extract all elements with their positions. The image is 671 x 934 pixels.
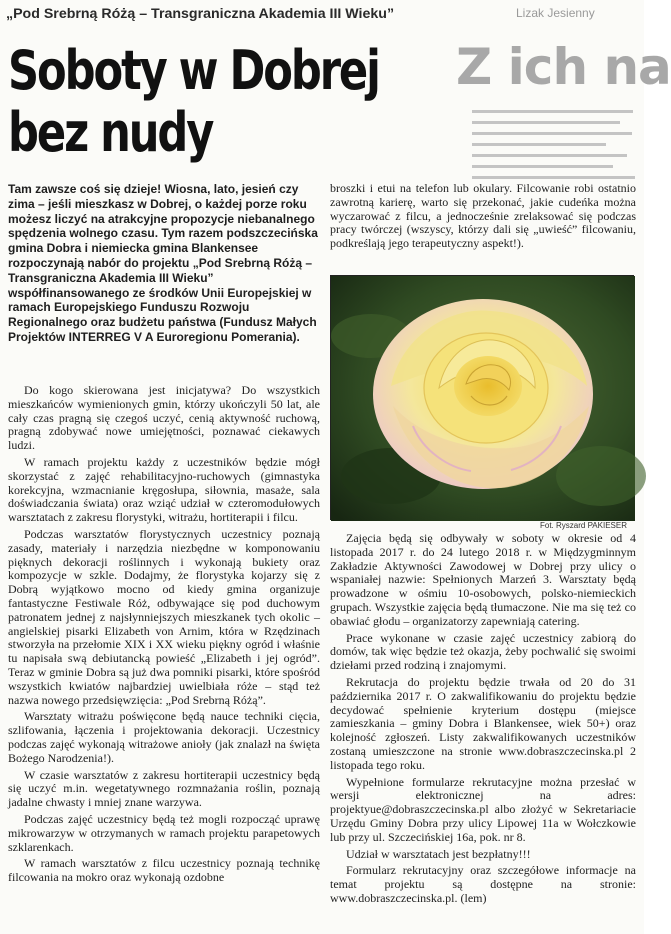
body-paragraph: Formularz rekrutacyjny oraz szczegółowe informacje na temat projektu są dostępne na stronie: www.dobraszczecinska.pl. (lem) (330, 863, 636, 905)
neighbor-headline: Z ich na (456, 38, 671, 96)
body-paragraph: Podczas warsztatów florystycznych uczestnicy poznają zasady, materiały i narzędzia niezbędne w komponowaniu pięknych dekoracji roślinnych i wykonają bukiety oraz kompozycje w szkle. Dodajmy, że florystyka kojarzy się z Dobrą wyjątkowo mocno od kiedy gmina organizuje fantastyczne Festiwale Róż, odbywające się pod duchowym patronatem jednej z najsłynniejszych mieszkanek tych okolic – angielskiej pisarki Elizabeth von Arnim, która w Rzędzinach stworzyła na przełomie XIX i XX wieku piękny ogród i właśnie tu napisała swą debiutancką powieść „Elizabeth i jej ogród”. Teraz w gminie Dobra są już dwa pomniki pisarki, które spośród wszystkich kwiatów najbardziej uwielbiała róże – stąd też nazwa nowego przedsięwzięcia: „Pod Srebrną Różą”. (8, 526, 320, 707)
body-paragraph: W ramach warsztatów z filcu uczestnicy poznają technikę filcowania na mokro oraz wykonają ozdobne (8, 856, 320, 885)
body-paragraph: W czasie warsztatów z zakresu hortiterapii uczestnicy będą się uczyć m.in. wegetatywnego rozmnażania roślin, poznają jadalne chwasty i mniej znane warzywa. (8, 767, 320, 810)
body-paragraph: Do kogo skierowana jest inicjatywa? Do wszystkich mieszkańców wymienionych gmin, którzy ukończyli 50 lat, ale cały czas pragną się czegoś uczyć, cenią aktywność ruchową, pragną zdobywać nowe umiejętności, poznawać ciekawych ludzi. (8, 383, 320, 453)
body-paragraph: Wypełnione formularze rekrutacyjne można przesłać w wersji elektronicznej na adres: projektyue@dobraszczecinska.pl albo złożyć w Sekretariacie Urzędu Gminy Dobra przy ulicy Lipowej 11a w Wołczkowie lub przy ul. Szczecińskiej 16a, pok. nr 8. (330, 774, 636, 844)
headline-line-1: Soboty w Dobrej (8, 39, 379, 102)
neighbor-article-fragment (456, 0, 671, 185)
headline-line-2: bez nudy (8, 101, 213, 164)
body-paragraph: Prace wykonane w czasie zajęć uczestnicy zabiorą do domów, tak więc będzie też okazja, żeby pochwalić się swoimi dziełami przed rodziną i znajomymi. (330, 630, 636, 673)
right-column-bottom (330, 532, 636, 909)
series-kicker: „Pod Srebrną Różą – Transgraniczna Akademia III Wieku” (6, 6, 395, 22)
body-paragraph: broszki i etui na telefon lub okulary. Filcowanie robi ostatnio zawrotną karierę, warto się przekonać, jakie cudeńka można wyczarować z filcu, a jednocześnie zrelaksować się podczas pracy twórczej (wszyscy, którzy dali się „uwieść” filcowaniu, podkreślają jego terapeutyczny aspekt!). (330, 181, 636, 251)
body-paragraph: W ramach projektu każdy z uczestników będzie mógł skorzystać z zajęć rehabilitacyjno-ruchowych (gimnastyka korekcyjna, wzmacnianie kręgosłupa, siłownia, masaże, sala doświadczania świata) oraz wziąć udział w czteromodułowych warsztatach z zakresu florystyki, witrażu, hortiterapii i filcu. (8, 454, 320, 525)
photo-credit: Fot. Ryszard PAKIESER (540, 521, 627, 530)
right-column-top (330, 182, 636, 254)
rose-photo (330, 275, 634, 520)
neighbor-text-blur (472, 110, 640, 187)
rose-illustration (331, 276, 635, 521)
article-headline (8, 40, 379, 164)
left-column (8, 384, 320, 888)
body-paragraph: Warsztaty witrażu poświęcone będą nauce techniki cięcia, szlifowania, łączenia i projektowania dekoracji. Uczestnicy podczas zajęć wykonają witrażowe anioły (jak znalazł na święta Bożego Narodzenia!). (8, 709, 320, 765)
body-paragraph: Zajęcia będą się odbywały w soboty w okresie od 4 listopada 2017 r. do 24 lutego 2018 r. w Międzygminnym Zakładzie Aktywności Zawodowej w Dobrej przy ulicy o wspaniałej nazwie: Spełnionych Marzeń 3. Warsztaty będą prowadzone w ośmiu 10-osobowych, polsko-niemieckich grupach. Wszystkie zajęcia będą tłumaczone. Nie ma się też co obawiać głodu – organizatorzy zapewniają catering. (330, 531, 636, 628)
body-paragraph: Rekrutacja do projektu będzie trwała od 20 do 31 października 2017 r. O zakwalifikowaniu do projektu będzie decydować spełnienie kryterium dostępu (miejsce zamieszkania – gminy Dobra i Blankensee, wiek 50+) oraz kolejność zgłoszeń. Listy zakwalifikowanych uczestników zostaną umieszczone na stronie www.dobraszczecinska.pl 2 listopada tego roku. (330, 674, 636, 772)
body-paragraph: Podczas zajęć uczestnicy będą też mogli rozpocząć uprawę mikrowarzyw w otrzymanych w ramach projektu parapetowych szklarenkach. (8, 811, 320, 854)
body-paragraph: Udział w warsztatach jest bezpłatny!!! (346, 846, 531, 861)
article-lead: Tam zawsze coś się dzieje! Wiosna, lato, jesień czy zima – jeśli mieszkasz w Dobrej, o każdej porze roku możesz liczyć na atrakcyjne propozycje niebanalnego spędzenia wolnego czasu. Tym razem podszczecińska gmina Dobra i niemiecka gmina Blankensee rozpoczynają nabór do projektu „Pod Srebrną Różą – Transgraniczna Akademia III Wieku” współfinansowanego ze środków Unii Europejskiej w ramach Europejskiego Funduszu Rozwoju Regionalnego oraz budżetu państwa (Fundusz Małych Projektów INTERREG V A Euroregionu Pomerania). (8, 182, 318, 344)
neighbor-author: Lizak Jesienny (516, 6, 595, 20)
